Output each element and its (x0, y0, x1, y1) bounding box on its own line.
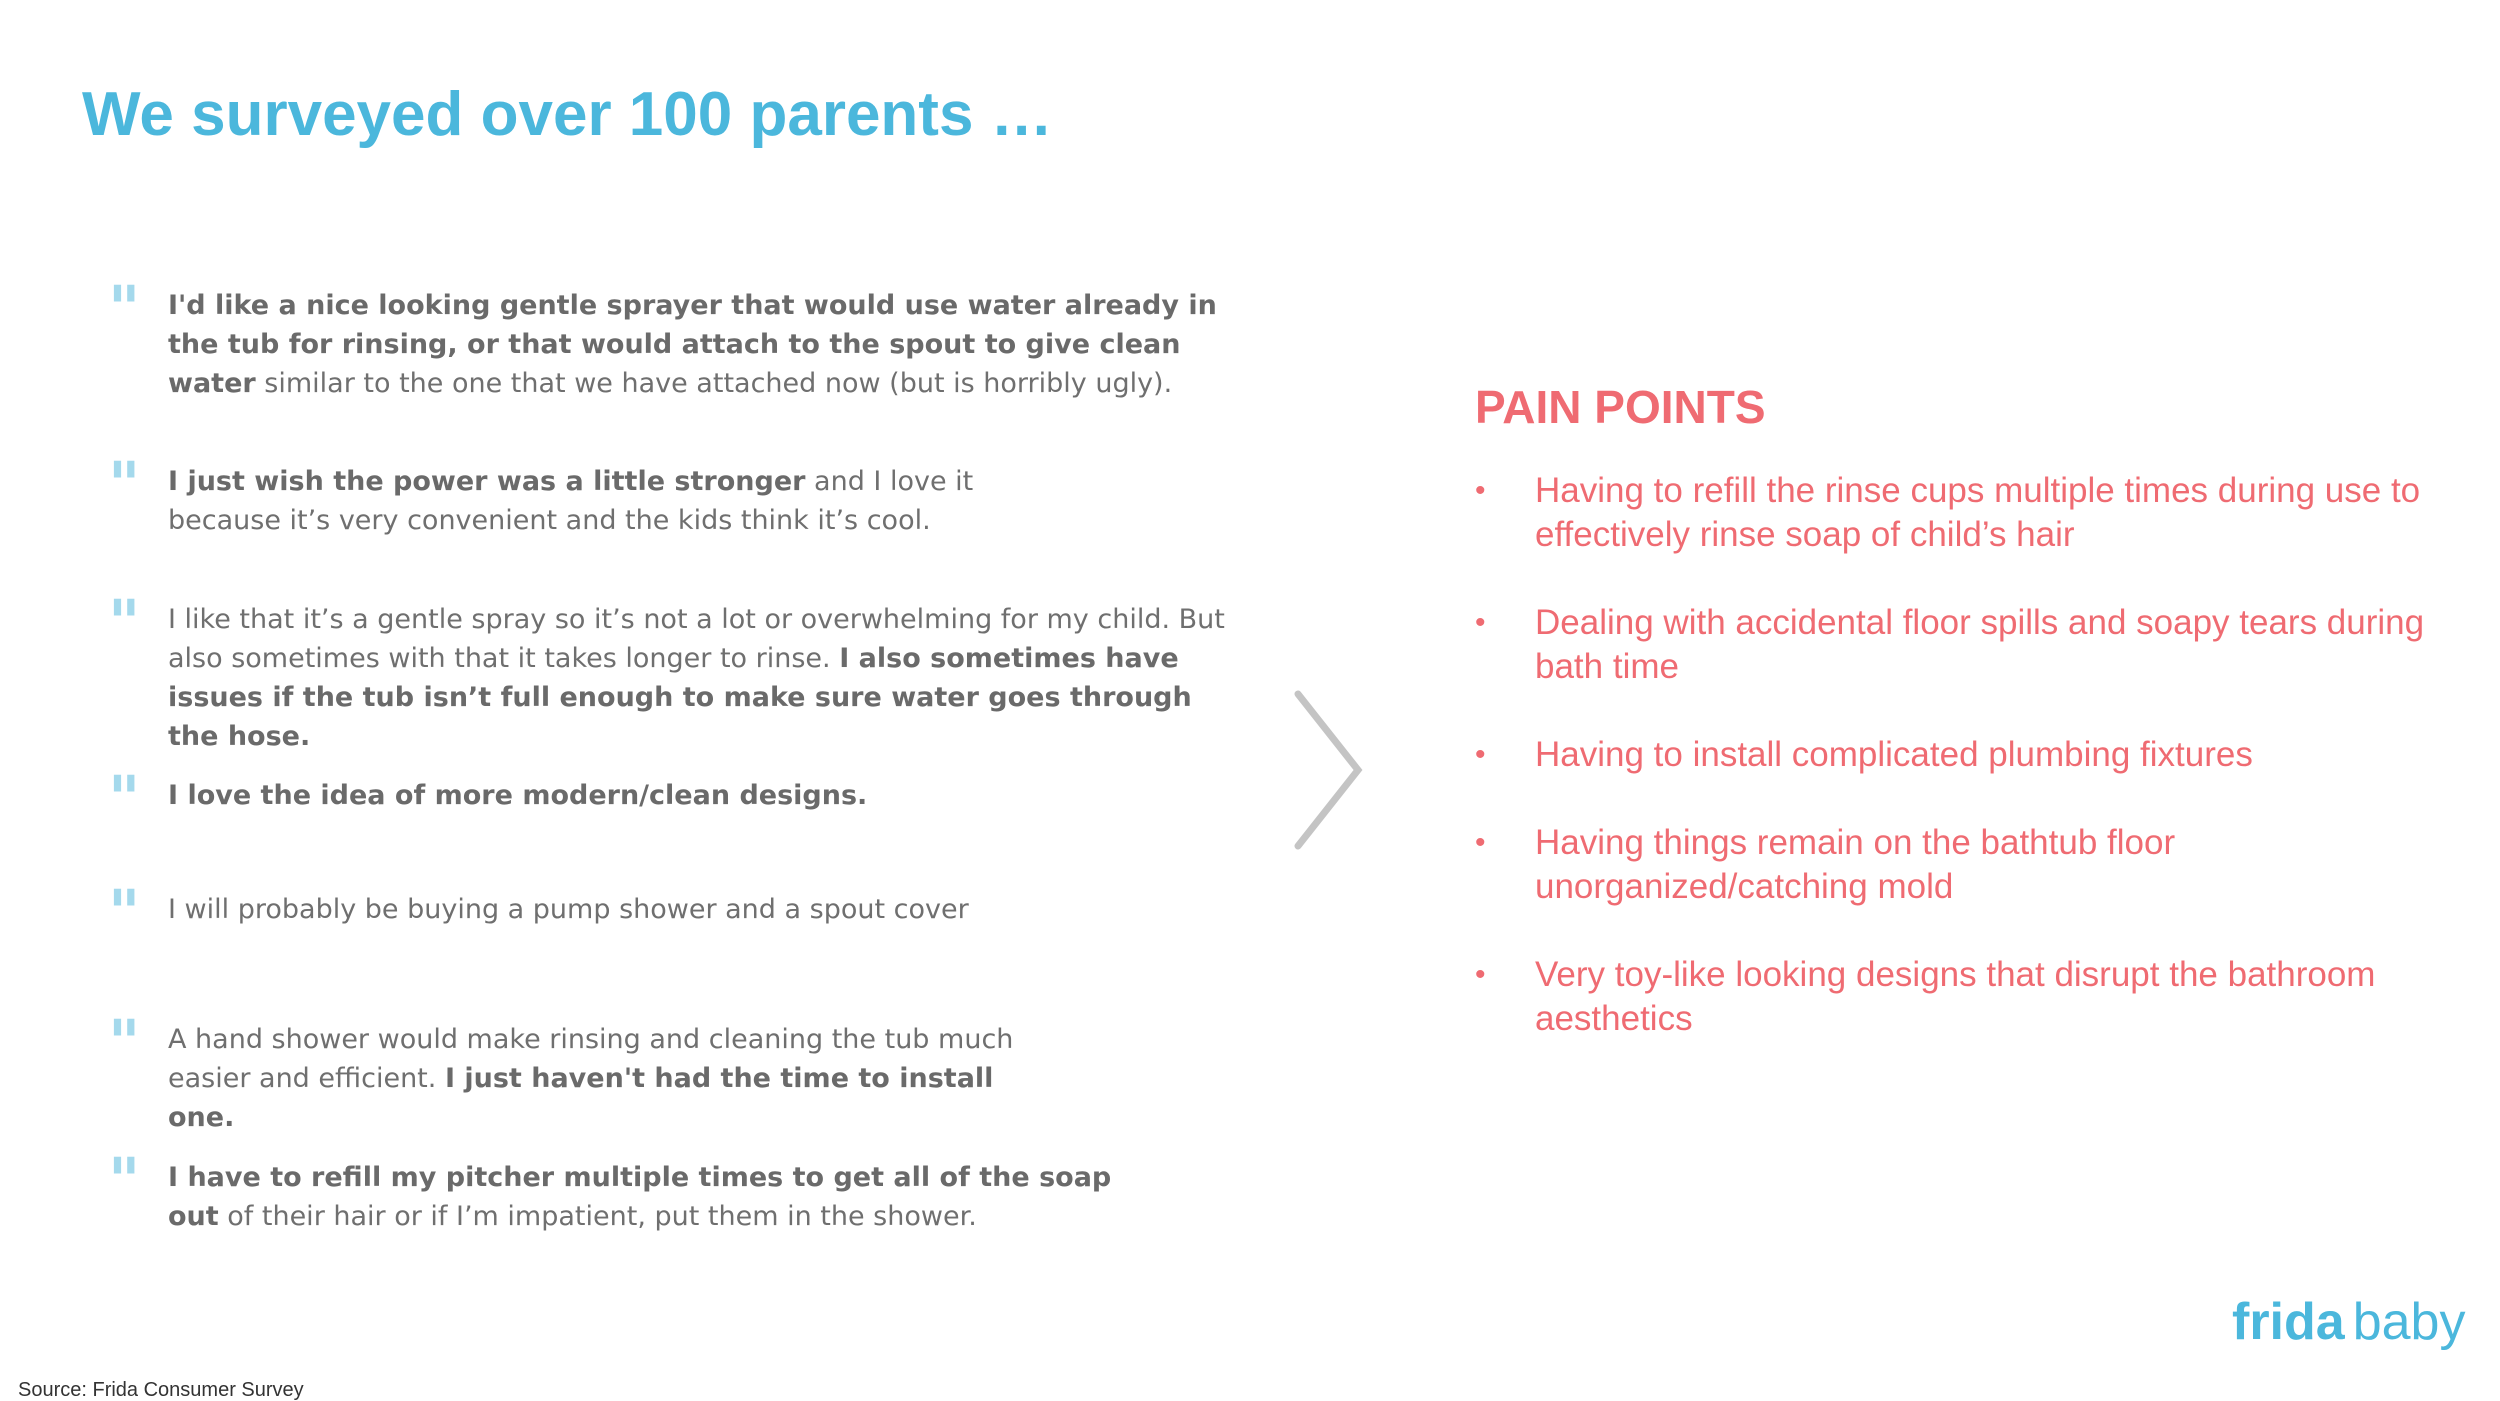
pain-point-text: Very toy-like looking designs that disrupt the bathroom aesthetics (1535, 955, 2376, 1039)
quote-text (168, 286, 1268, 403)
pain-points-title: PAIN POINTS (1475, 381, 1766, 433)
quote-text-regular: similar to the one that we have attached now (but is horribly ugly). (255, 368, 1173, 399)
source-note: Source: Frida Consumer Survey (18, 1379, 304, 1401)
bullet-icon: • (1475, 738, 1486, 772)
pain-point-text: Having to install complicated plumbing fixtures (1535, 735, 2253, 775)
quote-text-bold: I just haven't had the time to install one. (168, 1063, 994, 1133)
survey-quotes (108, 0, 1258, 1300)
bullet-icon: • (1475, 958, 1486, 992)
quote-text-regular: of their hair or if I’m impatient, put them in the shower. (218, 1201, 977, 1232)
pain-point-text: Having things remain on the bathtub floor unorganized/catching mold (1535, 823, 2176, 907)
quote-mark-icon: " (108, 272, 141, 345)
quote-mark-icon: " (108, 586, 141, 659)
quote-mark-icon: " (108, 448, 141, 521)
pain-point-text: Having to refill the rinse cups multiple times during use to effectively rinse soap of child’s hair (1535, 471, 2421, 555)
quote-mark-icon: " (108, 1144, 141, 1217)
quote-text-bold: I'd like a nice looking gentle sprayer that would use water already in the tub for rinsing, or that would attach to the spout to give clean water (168, 290, 1217, 399)
pain-point-item (1475, 953, 2475, 1041)
quote-mark-icon: " (108, 876, 141, 949)
quote-text (168, 890, 1268, 929)
bullet-icon: • (1475, 474, 1486, 508)
quote-text-bold: I also sometimes have issues if the tub isn’t full enough to make sure water goes through the hose. (168, 643, 1192, 752)
page-title: We surveyed over 100 parents … (82, 80, 1053, 149)
frida-baby-logo (2232, 1293, 2466, 1351)
quote-text (168, 600, 1228, 756)
quote-text-bold: I love the idea of more modern/clean designs. (168, 780, 868, 811)
quote-text-regular: I will probably be buying a pump shower and a spout cover (168, 894, 969, 925)
pain-point-item (1475, 733, 2475, 777)
quote-text (168, 1020, 1018, 1137)
bullet-icon: • (1475, 826, 1486, 860)
quote-text (168, 776, 1268, 815)
chevron-right-icon (1290, 690, 1370, 850)
pain-point-item (1475, 469, 2475, 557)
quote-text (168, 462, 1088, 540)
quote-mark-icon: " (108, 762, 141, 835)
pain-point-item (1475, 821, 2475, 909)
logo-word-baby: baby (2352, 1293, 2466, 1351)
quote-text-regular: A hand shower would make rinsing and cleaning the tub much easier and efficient. (168, 1024, 1014, 1094)
pain-point-text: Dealing with accidental floor spills and soapy tears during bath time (1535, 603, 2425, 687)
quote-text (168, 1158, 1118, 1236)
pain-points-section (1475, 380, 2475, 1085)
quote-mark-icon: " (108, 1006, 141, 1079)
bullet-icon: • (1475, 606, 1486, 640)
pain-point-item (1475, 601, 2475, 689)
quote-text-regular: I like that it’s a gentle spray so it’s not a lot or overwhelming for my child. But also sometimes with that it takes longer to rinse. (168, 604, 1225, 674)
logo-word-frida: frida (2232, 1293, 2345, 1351)
quote-text-bold: I have to refill my pitcher multiple times to get all of the soap out (168, 1162, 1112, 1232)
quote-text-bold: I just wish the power was a little stronger (168, 466, 806, 497)
pain-points-list (1475, 469, 2475, 1041)
quote-text-regular: and I love it because it’s very convenient and the kids think it’s cool. (168, 466, 974, 536)
